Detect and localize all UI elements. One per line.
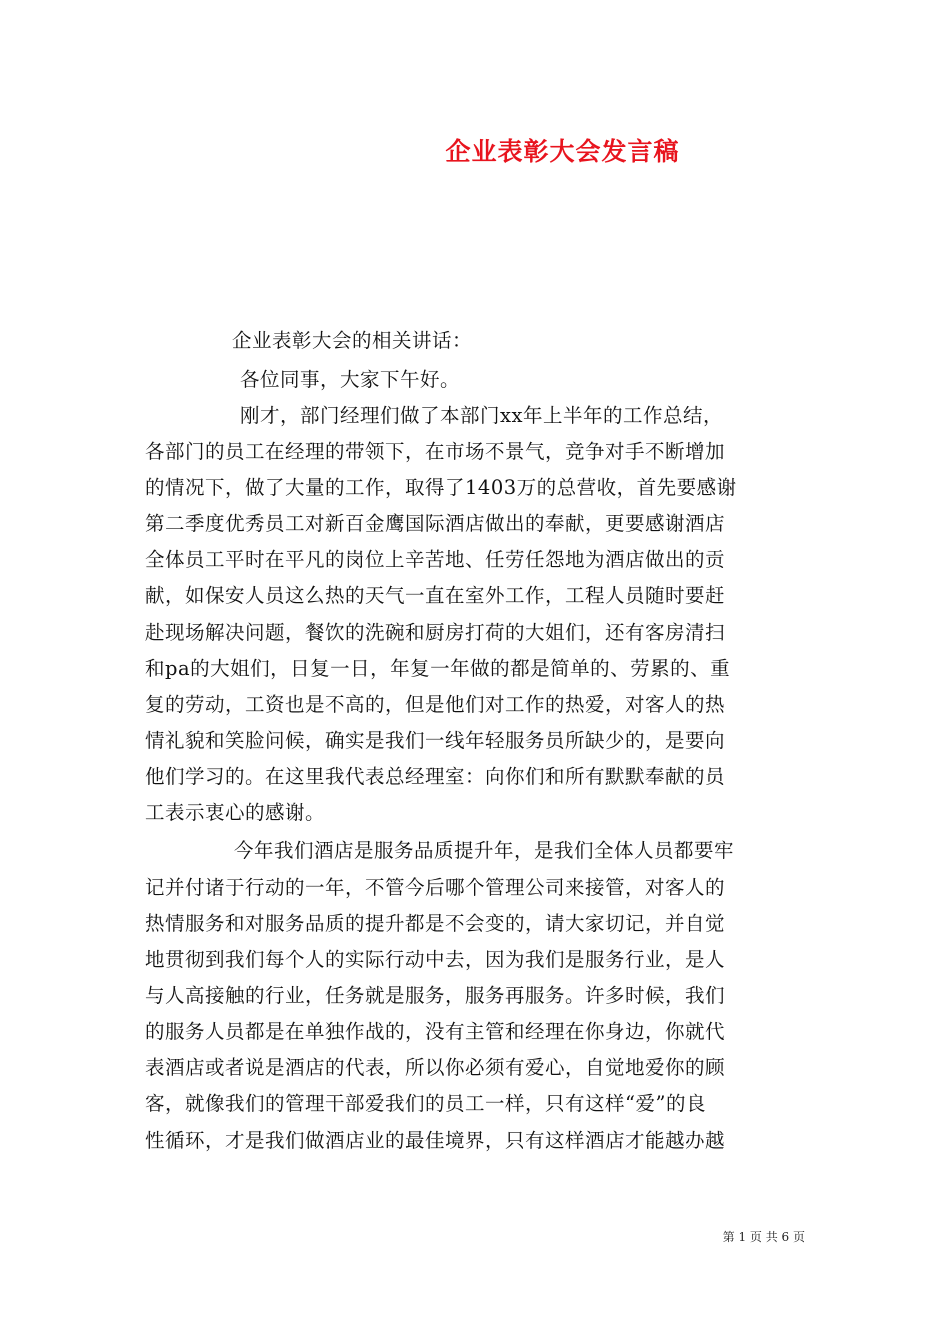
text-line: 他们学习的。在这里我代表总经理室：向你们和所有默默奉献的员: [145, 765, 726, 788]
text-line: 和pa的大姐们，日复一日，年复一年做的都是简单的、劳累的、重: [145, 657, 731, 680]
text-line: 企业表彰大会的相关讲话：: [232, 329, 473, 352]
text-line: 赴现场解决问题，餐饮的洗碗和厨房打荷的大姐们，还有客房清扫: [145, 621, 726, 644]
text-line: 性循环，才是我们做酒店业的最佳境界，只有这样酒店才能越办越: [145, 1129, 726, 1152]
text-line: 献，如保安人员这么热的天气一直在室外工作，工程人员随时要赶: [145, 584, 726, 607]
text-line: 全体员工平时在平凡的岗位上辛苦地、任劳任怨地为酒店做出的贡: [145, 548, 726, 571]
text-line: 表酒店或者说是酒店的代表，所以你必须有爱心，自觉地爱你的顾: [145, 1056, 726, 1079]
text-line: 的情况下，做了大量的工作，取得了1403万的总营收，首先要感谢: [145, 476, 737, 499]
text-line: 第二季度优秀员工对新百金鹰国际酒店做出的奉献，更要感谢酒店: [145, 512, 726, 535]
text-line: 与人高接触的行业，任务就是服务，服务再服务。许多时候，我们: [145, 984, 726, 1007]
text-line: 复的劳动，工资也是不高的，但是他们对工作的热爱，对客人的热: [145, 693, 726, 716]
text-line: 工表示衷心的感谢。: [145, 801, 326, 824]
text-line: 的服务人员都是在单独作战的，没有主管和经理在你身边，你就代: [145, 1020, 726, 1043]
text-line: 各部门的员工在经理的带领下，在市场不景气，竞争对手不断增加: [145, 440, 726, 463]
text-line: 地贯彻到我们每个人的实际行动中去，因为我们是服务行业，是人: [145, 948, 726, 971]
document-title: 企业表彰大会发言稿: [445, 137, 680, 166]
text-line: 记并付诸于行动的一年，不管今后哪个管理公司来接管，对客人的: [145, 876, 726, 899]
text-line: 热情服务和对服务品质的提升都是不会变的，请大家切记，并自觉: [145, 912, 726, 935]
text-line: 今年我们酒店是服务品质提升年，是我们全体人员都要牢: [234, 839, 735, 862]
text-line: 客，就像我们的管理干部爱我们的员工一样，只有这样“爱”的良: [145, 1092, 706, 1115]
page-number: 第 1 页 共 6 页: [722, 1230, 805, 1244]
text-line: 刚才，部门经理们做了本部门xx年上半年的工作总结，: [240, 404, 723, 427]
text-line: 情礼貌和笑脸问候，确实是我们一线年轻服务员所缺少的，是要向: [145, 729, 726, 752]
text-line: 各位同事，大家下午好。: [240, 368, 461, 391]
